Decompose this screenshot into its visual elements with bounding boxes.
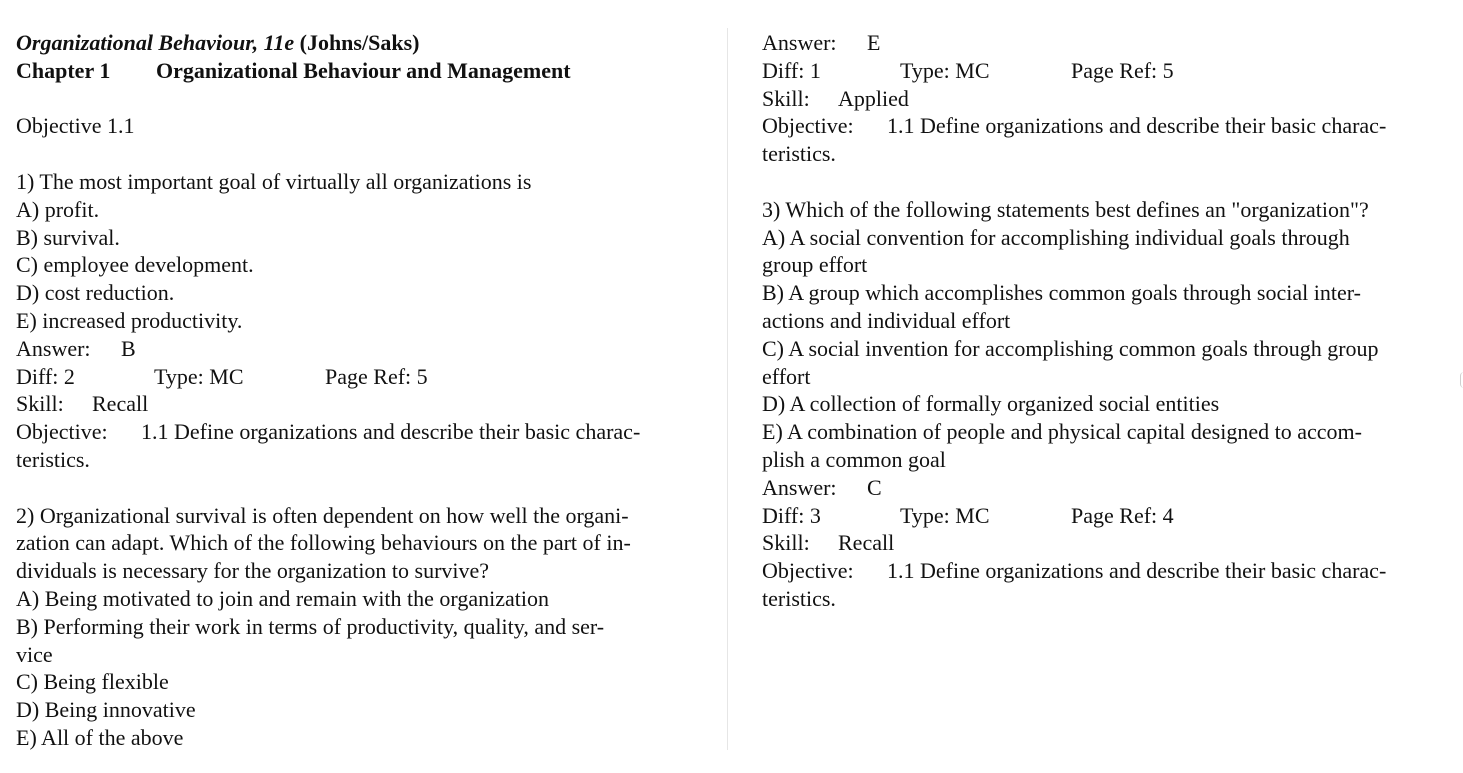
objective-text-cont: teristics. [762, 141, 836, 167]
objective-text: 1.1 Define organizations and describe their basic charac- [887, 558, 1387, 584]
option: B) A group which accomplishes common goals through social inter- [762, 280, 1361, 306]
meta-row [762, 57, 1452, 85]
skill-value: Recall [92, 391, 149, 417]
difficulty: Diff: 2 [16, 363, 75, 389]
question-type: Type: MC [154, 363, 244, 389]
page-ref: Page Ref: 5 [325, 363, 428, 389]
chapter-number: Chapter 1 [16, 57, 111, 83]
chapter-title: Organizational Behaviour and Management [156, 57, 571, 83]
objective-row [762, 112, 1452, 140]
objective-text: 1.1 Define organizations and describe their basic charac- [141, 419, 641, 445]
option: plish a common goal [762, 446, 946, 472]
page-ref: Page Ref: 5 [1071, 57, 1174, 83]
option: group effort [762, 252, 868, 278]
option: E) increased productivity. [16, 307, 243, 333]
answer-value: B [121, 335, 136, 361]
question-3 [762, 196, 1452, 613]
option: C) Being flexible [16, 669, 169, 695]
book-authors: (Johns/Saks) [294, 30, 420, 55]
option: D) cost reduction. [16, 280, 175, 306]
page-ref: Page Ref: 4 [1071, 502, 1174, 528]
answer-value: E [867, 30, 881, 55]
option: B) Performing their work in terms of productivity, quality, and ser- [16, 613, 605, 639]
skill-value: Recall [838, 530, 895, 556]
option: B) survival. [16, 224, 120, 250]
question-type: Type: MC [900, 502, 990, 528]
option: effort [762, 363, 811, 389]
column-divider [727, 28, 728, 750]
question-stem: dividuals is necessary for the organization to survive? [16, 558, 490, 584]
objective-label: Objective: [16, 419, 108, 445]
answer-value: C [867, 474, 882, 500]
question-2-meta [762, 29, 1452, 168]
answer-label: Answer: [16, 335, 91, 361]
skill-value: Applied [838, 85, 909, 111]
option: E) All of the above [16, 724, 184, 750]
question-stem: zation can adapt. Which of the following behaviours on the part of in- [16, 530, 631, 556]
book-header [16, 29, 716, 57]
skill-label: Skill: [762, 530, 810, 556]
objective-label: Objective: [762, 558, 854, 584]
chapter-header [16, 57, 716, 85]
meta-row [762, 502, 1452, 530]
question-stem: 3) Which of the following statements best defines an "organization"? [762, 196, 1369, 222]
book-title: Organizational Behaviour, 11e [16, 30, 295, 55]
question-2 [16, 502, 716, 752]
option: D) Being innovative [16, 697, 196, 723]
answer-row [16, 335, 716, 363]
objective-heading: Objective 1.1 [16, 113, 135, 139]
difficulty: Diff: 1 [762, 57, 821, 83]
skill-row [762, 529, 1452, 557]
objective-row [16, 418, 716, 446]
answer-row [762, 29, 1452, 57]
option: A) A social convention for accomplishing individual goals through [762, 224, 1350, 250]
objective-label: Objective: [762, 113, 854, 139]
answer-label: Answer: [762, 30, 837, 55]
difficulty: Diff: 3 [762, 502, 821, 528]
option: C) employee development. [16, 252, 254, 278]
question-1 [16, 168, 716, 474]
option: A) Being motivated to join and remain with the organization [16, 585, 549, 611]
question-stem: 2) Organizational survival is often dependent on how well the organi- [16, 502, 629, 528]
objective-text-cont: teristics. [762, 585, 836, 611]
question-type: Type: MC [900, 57, 990, 83]
objective-text: 1.1 Define organizations and describe their basic charac- [887, 113, 1387, 139]
skill-row [762, 85, 1452, 113]
right-column [762, 29, 1452, 613]
answer-label: Answer: [762, 474, 837, 500]
option: C) A social invention for accomplishing common goals through group [762, 335, 1379, 361]
option: actions and individual effort [762, 307, 1011, 333]
option: vice [16, 641, 53, 667]
question-stem: 1) The most important goal of virtually all organizations is [16, 168, 532, 194]
skill-label: Skill: [762, 85, 810, 111]
left-column [16, 29, 716, 752]
objective-text-cont: teristics. [16, 446, 90, 472]
option: D) A collection of formally organized social entities [762, 391, 1220, 417]
answer-row [762, 474, 1452, 502]
skill-row [16, 390, 716, 418]
skill-label: Skill: [16, 391, 64, 417]
meta-row [16, 363, 716, 391]
objective-row [762, 557, 1452, 585]
option: A) profit. [16, 196, 100, 222]
option: E) A combination of people and physical capital designed to accom- [762, 419, 1362, 445]
